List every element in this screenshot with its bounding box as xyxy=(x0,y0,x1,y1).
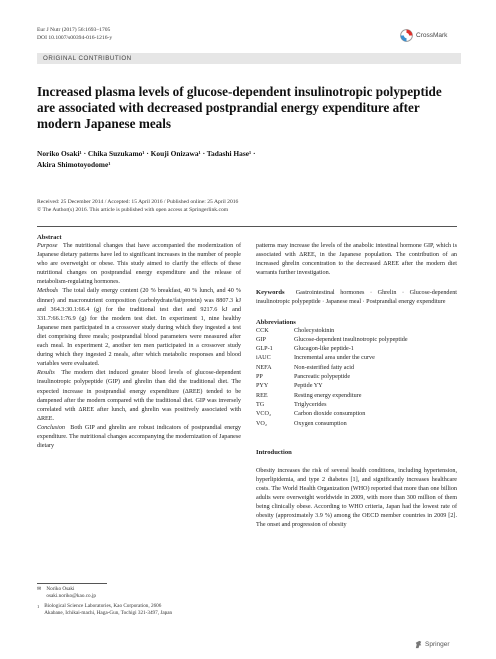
abbreviation-row xyxy=(256,354,408,363)
abbreviation-definition: Glucose-dependent insulinotropic polypeptide xyxy=(294,336,408,343)
abbreviation-term: TG xyxy=(256,401,265,408)
publication-history xyxy=(37,199,457,214)
abbreviation-row xyxy=(256,373,408,382)
abbreviation-definition: Carbon dioxide consumption xyxy=(294,411,366,418)
envelope-icon: ✉ xyxy=(37,586,42,592)
received-dates: Received: 25 December 2014 / Accepted: 15 April 2016 / Published online: 25 April 2016 xyxy=(37,199,239,205)
abbreviation-row xyxy=(256,410,408,419)
doi[interactable]: DOI 10.1007/s00394-016-1216-y xyxy=(37,35,113,41)
abbreviation-definition: Cholecystokinin xyxy=(294,327,335,334)
abbreviation-term: PYY xyxy=(256,383,269,390)
corresponding-email[interactable]: osaki.noriko@kao.co.jp xyxy=(46,593,96,599)
left-column xyxy=(37,233,241,451)
abbreviation-definition: Oxygen consumption xyxy=(294,420,347,427)
article-title: Increased plasma levels of glucose-dependent insulinotropic polypeptide are associated with decreased postprandial energy expenditure after modern Japanese meals xyxy=(37,84,442,131)
header-divider xyxy=(37,226,457,227)
affiliation xyxy=(37,603,241,617)
abbreviation-definition: Triglycerides xyxy=(294,401,327,408)
abbreviation-definition: Non-esterified fatty acid xyxy=(294,364,355,371)
abbreviation-row xyxy=(256,345,408,354)
abbreviation-row xyxy=(256,327,408,336)
abstract-heading: Abstract xyxy=(37,234,62,241)
footnote xyxy=(37,586,241,617)
abbreviation-row xyxy=(256,401,408,410)
keywords-text: Gastrointestinal hormones · Ghrelin · Glucose-dependent insulinotropic polypeptide · Japanese meal · Postprandial energy expenditure xyxy=(256,290,457,306)
abstract-continued: patterns may increase the levels of the anabolic intestinal hormone GIP, which is associated with ΔREE, in the Japanese population. The contribution of an increased ghrelin concentration to the decreased ΔREE after the modern diet warrants further investigation. xyxy=(256,243,457,277)
crossmark-label: CrossMark xyxy=(416,32,448,39)
keywords-label: Keywords xyxy=(256,289,285,297)
authors-line-1: Noriko Osaki¹ · Chika Suzukamo¹ · Kouji Onizawa¹ · Tadashi Hase¹ · xyxy=(37,149,256,158)
footnote-divider xyxy=(37,583,107,584)
abbreviation-term: GIP xyxy=(256,336,266,343)
purpose-label: Purpose xyxy=(37,243,58,249)
abbreviation-definition: Glucagon-like peptide-1 xyxy=(294,346,354,353)
springer-logo xyxy=(414,640,450,649)
springer-label: Springer xyxy=(425,641,450,648)
abbreviation-term: VCO₂ xyxy=(256,411,272,418)
abbreviation-row xyxy=(256,392,408,401)
affiliation-line-1: Biological Science Laboratories, Kao Corporation, 2606 xyxy=(44,603,162,609)
purpose-text: The nutritional changes that have accompanied the modernization of Japanese dietary patterns have led to significant increases in the number of people who are overweight or obese. This study aimed to clarify the effects of these nutritional changes on postprandial energy expenditure and the release of metabolism-regulating hormones. xyxy=(37,243,241,286)
conclusion-label: Conclusion xyxy=(37,424,65,431)
copyright-notice: © The Author(s) 2016. This article is published with open access at Springerlink.com xyxy=(37,206,229,213)
springer-horse-icon xyxy=(414,640,423,649)
results-text: The modern diet induced greater blood levels of glucose-dependent insulinotropic polypeptide (GIP) and ghrelin than did the traditional diet. The expected increase in postprandial energy expenditure (ΔREE) tended to be dampened after the modern compared with the traditional diet. GIP was inversely correlated with ΔREE after lunch, and ghrelin was positively associated with ΔREE. xyxy=(37,370,241,422)
methods-label: Methods xyxy=(37,288,59,295)
abbreviation-term: NEFA xyxy=(256,364,272,371)
right-column xyxy=(256,242,457,530)
corresponding-name: Noriko Osaki xyxy=(46,586,75,592)
abbreviation-term: CCK xyxy=(256,327,269,334)
corresponding-author xyxy=(37,586,241,600)
crossmark-icon xyxy=(400,29,413,42)
abstract-conclusion xyxy=(37,424,241,451)
abbreviation-term: GLP-1 xyxy=(256,346,273,353)
affiliation-marker: 1 xyxy=(37,604,40,609)
authors-line-2: Akira Shimotoyodome¹ xyxy=(37,160,111,169)
abbreviation-term: VO₂ xyxy=(256,420,268,427)
article-type-banner: ORIGINAL CONTRIBUTION xyxy=(37,53,461,64)
journal-citation: Eur J Nutr (2017) 56:1693–1705 xyxy=(37,27,111,33)
affiliation-line-2: Akabane, Ichikai-machi, Haga-Gun, Tochigi 321-3497, Japan xyxy=(44,610,173,616)
introduction-text: Obesity increases the risk of several health conditions, including hypertension, hyperlipidemia, and type 2 diabetes [1], and significantly increases healthcare costs. The World Health Organization (WHO) reported that more than one billion adults were overweight worldwide in 2009, with more than 300 million of them being clinically obese. According to WHO criteria, Japan had the lowest rate of obesity (approximately 3.9 %) among the OECD member countries in 2009 [2]. The onset and progression of obesity xyxy=(256,467,457,529)
abbreviation-definition: Pancreatic polypeptide xyxy=(294,374,351,381)
abbreviation-term: PP xyxy=(256,374,263,381)
abstract-results xyxy=(37,369,241,424)
crossmark-badge[interactable] xyxy=(400,29,447,42)
abbreviations-table xyxy=(256,327,408,429)
conclusion-text: Both GIP and ghrelin are robust indicators of postprandial energy expenditure. The nutritional changes accompanying the modernization of Japanese dietary xyxy=(37,424,241,450)
abbreviation-row xyxy=(256,420,408,429)
abbreviation-definition: Peptide YY xyxy=(294,383,323,390)
abbreviation-definition: Resting energy expenditure xyxy=(294,392,362,399)
abbreviation-term: REE xyxy=(256,392,268,399)
abbreviation-row xyxy=(256,336,408,345)
abstract-methods xyxy=(37,287,241,369)
authors xyxy=(37,148,457,170)
introduction-heading: Introduction xyxy=(256,448,292,456)
abbreviation-definition: Incremental area under the curve xyxy=(294,355,375,362)
abbreviation-row xyxy=(256,382,408,391)
keywords xyxy=(256,288,457,307)
abbreviations-heading: Abbreviations xyxy=(256,318,296,326)
results-label: Results xyxy=(37,370,55,377)
abbreviation-term: iAUC xyxy=(256,355,271,362)
abbreviation-row xyxy=(256,364,408,373)
methods-text: The total daily energy content (20 % breakfast, 40 % lunch, and 40 % dinner) and macronutrient composition (carbohydrate/fat/protein) was 8807.3 kJ and 364.3:30.1:66.4 (g) for the traditional test diet and 9217.6 kJ and 331.7:66.1:76.9 (g) for the modern test diet. In experiment 1, nine healthy Japanese men participated in a crossover study during which they ingested a test diet comprising three meals; postprandial blood parameters were measured after each meal. In experiment 2, another ten men participated in a crossover study during which they ingested 2 meals, after which metabolic responses and blood variables were evaluated. xyxy=(37,288,242,368)
abstract-purpose xyxy=(37,242,241,287)
